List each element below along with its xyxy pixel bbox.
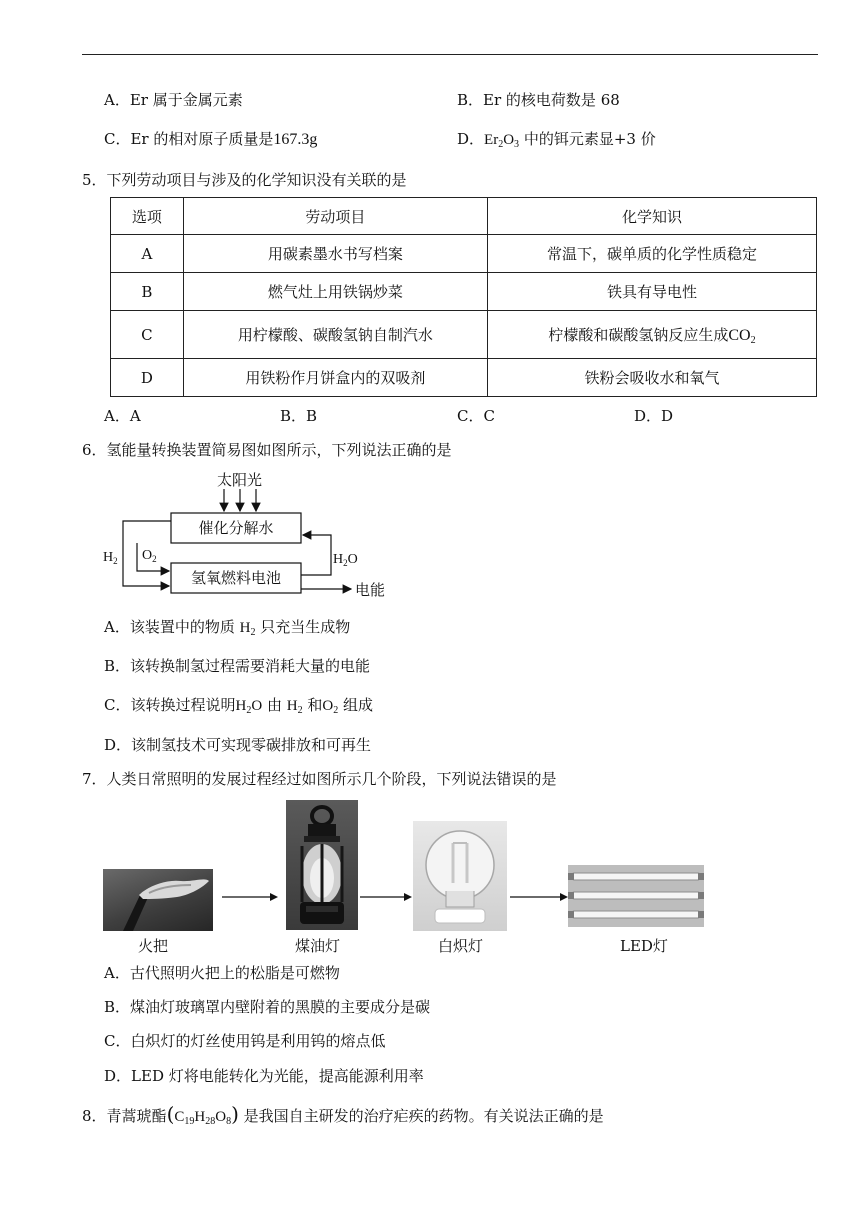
sunlight-label: 太阳光 xyxy=(217,471,263,489)
caption-incandescent: 白炽灯 xyxy=(438,937,484,955)
table-header-labor: 劳动项目 xyxy=(183,198,487,235)
progression-arrow xyxy=(220,890,280,904)
kerosene-lamp-icon xyxy=(286,800,358,930)
q5-answer-d[interactable]: D．D xyxy=(634,407,674,425)
q4-option-c[interactable]: C．Er 的相对原子质量是167.3g xyxy=(104,130,318,148)
q7-stem: 7．人类日常照明的发展过程经过如图所示几个阶段，下列说法错误的是 xyxy=(82,770,557,788)
q4-option-a[interactable]: A．Er 属于金属元素 xyxy=(104,91,243,109)
q6-stem: 6．氢能量转换装置简易图如图所示，下列说法正确的是 xyxy=(82,441,452,459)
q5-table xyxy=(110,197,817,397)
table-header-option: 选项 xyxy=(111,198,184,235)
q5-stem: 5．下列劳动项目与涉及的化学知识没有关联的是 xyxy=(82,171,407,189)
progression-arrow xyxy=(358,890,414,904)
q5-answer-b[interactable]: B．B xyxy=(280,407,318,425)
catalytic-decomposition-label: 催化分解水 xyxy=(198,519,274,537)
q4-option-d[interactable]: D．$Er_2O_3$ 中的铒元素显+3 价 xyxy=(457,130,656,150)
q6-option-a[interactable]: A．该装置中的物质 $H_2$ 只充当生成物 xyxy=(104,618,351,638)
table-row: D 用铁粉作月饼盒内的双吸剂 铁粉会吸收水和氧气 xyxy=(111,359,817,397)
h2-label: $H_2$ xyxy=(103,550,118,566)
q7-option-c[interactable]: C．白炽灯的灯丝使用钨是利用钨的熔点低 xyxy=(104,1032,386,1050)
table-row: B 燃气灶上用铁锅炒菜 铁具有导电性 xyxy=(111,273,817,311)
kerosene-lamp-image xyxy=(286,800,358,930)
hydrogen-energy-diagram xyxy=(95,465,395,605)
torch-image xyxy=(103,869,213,931)
progression-arrow xyxy=(508,890,570,904)
q8-stem: 8．青蒿琥酯$(C_{19}H_{28}O_8)$ 是我国自主研发的治疗疟疾的药物。有关说法正确的是 xyxy=(82,1102,604,1127)
table-header-row xyxy=(111,198,817,235)
caption-kerosene-lamp: 煤油灯 xyxy=(295,937,341,955)
table-row: C 用柠檬酸、碳酸氢钠自制汽水 柠檬酸和碳酸氢钠反应生成$CO_2$ xyxy=(111,311,817,359)
q4-option-b[interactable]: B．Er 的核电荷数是 68 xyxy=(457,91,620,109)
header-rule xyxy=(82,54,818,55)
led-light-image xyxy=(568,865,704,927)
torch-icon xyxy=(103,869,213,931)
caption-led: LED灯 xyxy=(620,937,668,955)
table-row: A 用碳素墨水书写档案 常温下，碳单质的化学性质稳定 xyxy=(111,235,817,273)
caption-torch: 火把 xyxy=(138,937,169,955)
water-return-arrow xyxy=(301,535,331,575)
q6-option-d[interactable]: D．该制氢技术可实现零碳排放和可再生 xyxy=(104,736,372,754)
o2-label: $O_2$ xyxy=(142,548,157,564)
fuel-cell-label: 氢氧燃料电池 xyxy=(190,569,282,587)
led-tube-icon xyxy=(568,865,704,927)
table-header-knowledge: 化学知识 xyxy=(487,198,816,235)
light-bulb-icon xyxy=(413,821,507,931)
electricity-label: 电能 xyxy=(355,581,386,599)
q7-option-b[interactable]: B．煤油灯玻璃罩内壁附着的黑膜的主要成分是碳 xyxy=(104,998,431,1016)
q7-option-d[interactable]: D．LED 灯将电能转化为光能，提高能源利用率 xyxy=(104,1067,424,1085)
h2o-label: $H_2O$ xyxy=(333,552,358,568)
incandescent-bulb-image xyxy=(413,821,507,931)
q5-answer-c[interactable]: C．C xyxy=(457,407,495,425)
q6-option-b[interactable]: B．该转换制氢过程需要消耗大量的电能 xyxy=(104,657,371,675)
q7-option-a[interactable]: A．古代照明火把上的松脂是可燃物 xyxy=(104,964,340,982)
q5-answer-a[interactable]: A．A xyxy=(104,407,141,425)
q6-option-c[interactable]: C．该转换过程说明$H_2O$ 由 $H_2$ 和$O_2$ 组成 xyxy=(104,696,374,716)
